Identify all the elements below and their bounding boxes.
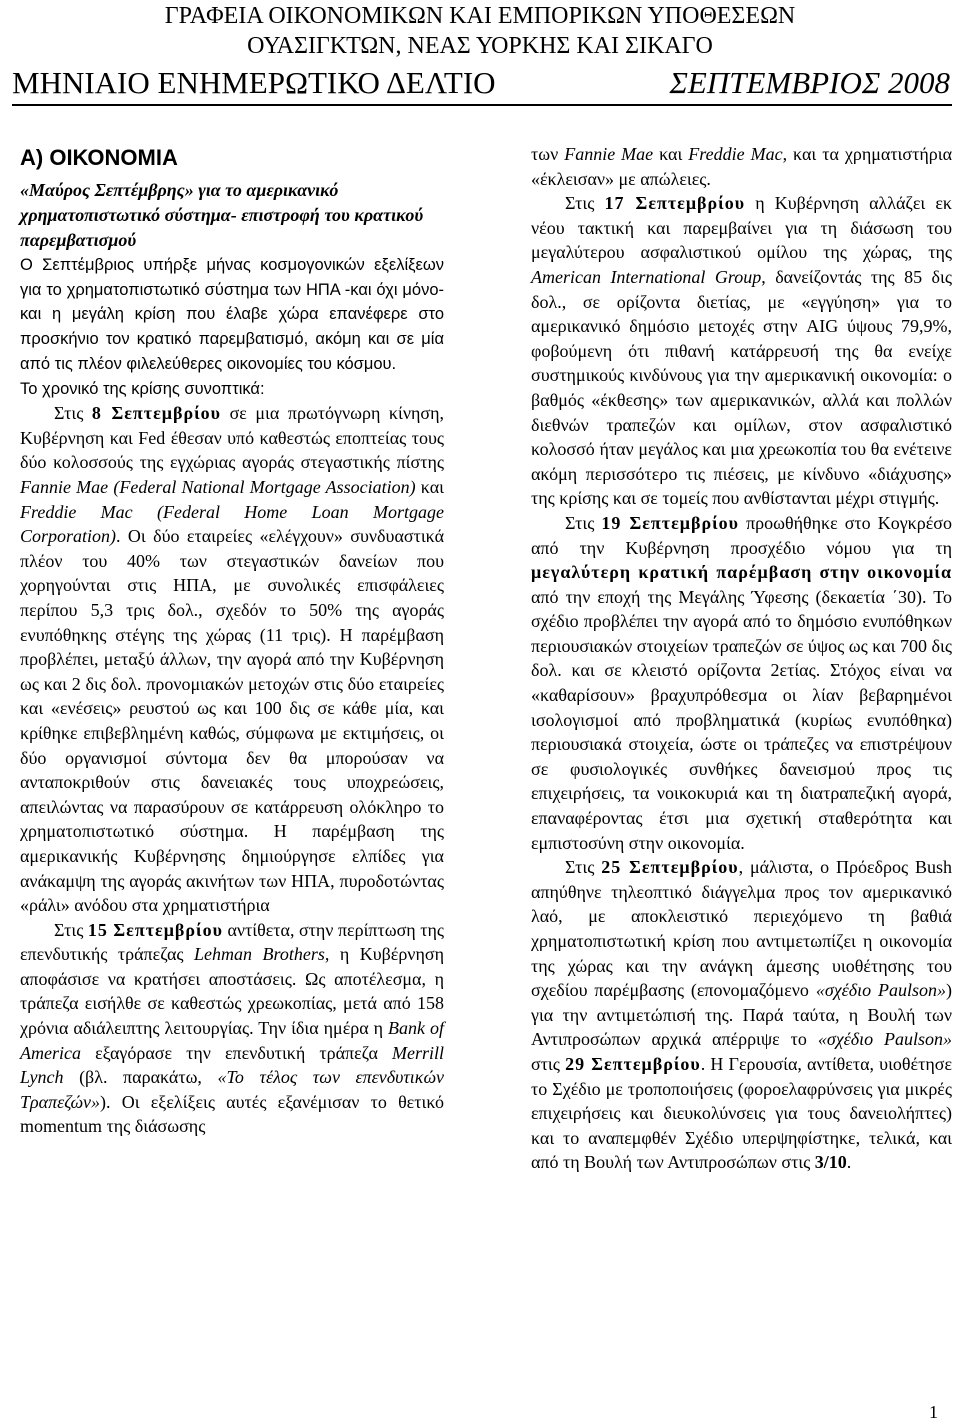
- header-line-2: ΟΥΑΣΙΓΚΤΩΝ, ΝΕΑΣ ΥΟΡΚΗΣ ΚΑΙ ΣΙΚΑΓΟ: [247, 33, 713, 59]
- section-title: Α) ΟΙΚΟΝΟΜΙΑ: [20, 145, 178, 170]
- paragraph-continuation: των Fannie Mae και Freddie Mac, και τα χρηματιστήρια «έκλεισαν» με απώλειες.: [531, 144, 953, 189]
- paragraph-sept-25: Στις 25 Σεπτεμβρίου, μάλιστα, ο Πρόεδρος Bush απηύθηνε τηλεοπτικό διάγγελμα προς τον αμερικανικό λαό, με αποκλειστικό περιεχόμενο τη βαθιά χρηματοπιστωτική κρίση που αντιμετωπίζει η οικονομία της χώρας και την ανάγκη άμεσης υιοθέτησης του σχεδίου παρέμβασης (επονομαζόμενο «σχέδιο Paulson») για την αντιμετώπισή της. Παρά ταύτα, η Βουλή των Αντιπροσώπων αρχικά απέρριψε το «σχέδιο Paulson» στις 29 Σεπτεμβρίου. Η Γερουσία, αντίθετα, υιοθέτησε το Σχέδιο με τροποποιήσεις (φοροελαφρύνσεις για μικρές επιχειρήσεις και διευκολύνσεις για τους δανειολήπτες) και το αναπεμφθέν Σχέδιο υπερψηφίστηκε, τελικά, και από τη Βουλή των Αντιπροσώπων στις 3/10.: [531, 857, 952, 1173]
- page-number: 1: [929, 1402, 938, 1422]
- bulletin-date: ΣΕΠΤΕΜΒΡΙΟΣ 2008: [669, 65, 950, 100]
- bulletin-title: ΜΗΝΙΑΙΟ ΕΝΗΜΕΡΩΤΙΚΟ ΔΕΛΤΙΟ: [12, 65, 496, 100]
- header-divider: [12, 104, 952, 106]
- intro-paragraph: Ο Σεπτέμβριος υπήρξε μήνας κοσμογονικών εξελίξεων για το χρηματοπιστωτικό σύστημα των ΗΠΑ -και όχι μόνο- και η μεγάλη κρίση που έλαβε χώρα επανέφερε στο προσκήνιο τον κρατικό παρεμβατισμό, ακόμη και σε μία από τις πλέον φιλελεύθερες οικονομίες του κόσμου.: [20, 256, 444, 373]
- paragraph-sept-17: Στις 17 Σεπτεμβρίου η Κυβέρνηση αλλάζει εκ νέου τακτική και παρεμβαίνει για τη διάσωση του μεγαλύτερου ασφαλιστικού ομίλου της χώρας, της American International Group, δανείζοντάς της 85 δις δολ., σε ορίζοντα διετίας, με «εγγύηση» για το αμερικανικό δημόσιο μετοχές στην AIG ύψους 79,9%, φοβούμενη ότι πιθανή κατάρρευσή της θα ενείχε συστημικούς κινδύνους για την αμερικανική οικονομία: ο βαθμός «έκθεσης» των αμερικανικών, αλλά και πολλών διεθνών τραπεζών και ομίλων, στον ασφαλιστικό κολοσσό ήταν μεγάλος και μια χρεωκοπία του θα ενέτεινε ακόμη περισσότερο τις πιέσεις, με κίνδυνο «διάχυσης» της κρίσης και σε τομείς που ανθίστανται μέχρι στιγμής.: [531, 193, 952, 509]
- paragraph-sept-19: Στις 19 Σεπτεμβρίου προωθήθηκε στο Κογκρέσο από την Κυβέρνηση προσχέδιο νόμου για τη μεγαλύτερη κρατική παρέμβαση στην οικονομία από την εποχή της Μεγάλης Ύφεσης (δεκαετία ΄30). Το σχέδιο προβλέπει την αγορά από το δημόσιο ενυπόθηκων περιουσιακών στοιχείων τραπεζών σε ύψος ως και 700 δις δολ. και σε κλειστό ορίζοντα 2ετίας. Στόχος είναι να «καθαρίσουν» βραχυπρόθεσμα οι λίαν βεβαρημένοι ισολογισμοί από προβληματικά (κυρίως ενυπόθηκα) περιουσιακά στοιχεία, ώστε οι τράπεζες να επιστρέψουν σε φυσιολογικές συνθήκες δανεισμού προς τις επιχειρήσεις, τα νοικοκυριά και τη διατραπεζική αγορά, επαναφέροντας έτσι μια σχετική σταθερότητα και εμπιστοσύνη στην οικονομία.: [531, 512, 952, 853]
- chronicle-heading: Το χρονικό της κρίσης συνοπτικά:: [20, 379, 265, 398]
- paragraph-sept-8: Στις 8 Σεπτεμβρίου σε μια πρωτόγνωρη κίνηση, Κυβέρνηση και Fed έθεσαν υπό καθεστώς εποπτείας τους δύο κολοσσούς της εγχώριας αγοράς στεγαστικής πίστης Fannie Mae (Federal National Mortgage Association) και Freddie Mac (Federal Home Loan Mortgage Corporation). Οι δύο εταιρείες «ελέγχουν» συνδυαστικά πλέον του 40% των στεγαστικών δανείων που χορηγούνται στις ΗΠΑ, με συνολικές επισφάλειες περίπου 5,3 τρις δολ., σχεδόν το 50% της αγοράς ενυπόθηκης στέγης της χώρας (11 τρις). Η παρέμβαση προβλέπει, μεταξύ άλλων, την αγορά από την Κυβέρνηση ως και 2 δις δολ. προνομιακών μετοχών στις δύο εταιρείες και «ενέσεις» ρευστού ως και 100 δις σε κάθε μία, και κρίθηκε επιβεβλημένη καθώς, σύμφωνα με εκτιμήσεις, οι δύο οργανισμοί σύντομα δεν θα μπορούσαν να ανταποκριθούν στις δανειακές τους υποχρεώσεις, απειλώντας να παρασύρουν σε κατάρρευση ολόκληρο το χρηματοπιστωτικό σύστημα. Η παρέμβαση της αμερικανικής Κυβέρνησης δημιούργησε ελπίδες για ανάκαμψη της αγοράς ακινήτων των ΗΠΑ, πυροδοτώντας «ράλι» ανόδου στα χρηματιστήρια: [20, 403, 444, 916]
- header-line-1: ΓΡΑΦΕΙΑ ΟΙΚΟΝΟΜΙΚΩΝ ΚΑΙ ΕΜΠΟΡΙΚΩΝ ΥΠΟΘΕΣΕΩΝ: [164, 3, 796, 29]
- left-column: [20, 140, 444, 1139]
- bulletin-line: [0, 63, 960, 103]
- paragraph-sept-15: Στις 15 Σεπτεμβρίου αντίθετα, στην περίπτωση της επενδυτικής τράπεζας Lehman Brothers, η Κυβέρνηση αποφάσισε να κρατήσει αποστάσεις. Ως αποτέλεσμα, η τράπεζα εισήλθε σε καθεστώς χρεωκοπίας, μετά από 158 χρόνια αδιάλειπτης λειτουργίας. Την ίδια ημέρα η Bank of America εξαγόρασε την επενδυτική τράπεζα Merrill Lynch (βλ. παρακάτω, «Το τέλος των επενδυτικών Τραπεζών»). Οι εξελίξεις αυτές εξανέμισαν το θετικό momentum της διάσωσης: [20, 919, 444, 1137]
- right-column: [531, 142, 952, 1175]
- article-title: «Μαύρος Σεπτέμβρης» για το αμερικανικό χρηματοπιστωτικό σύστημα- επιστροφή του κρατικού παρεμβατισμού: [20, 180, 424, 250]
